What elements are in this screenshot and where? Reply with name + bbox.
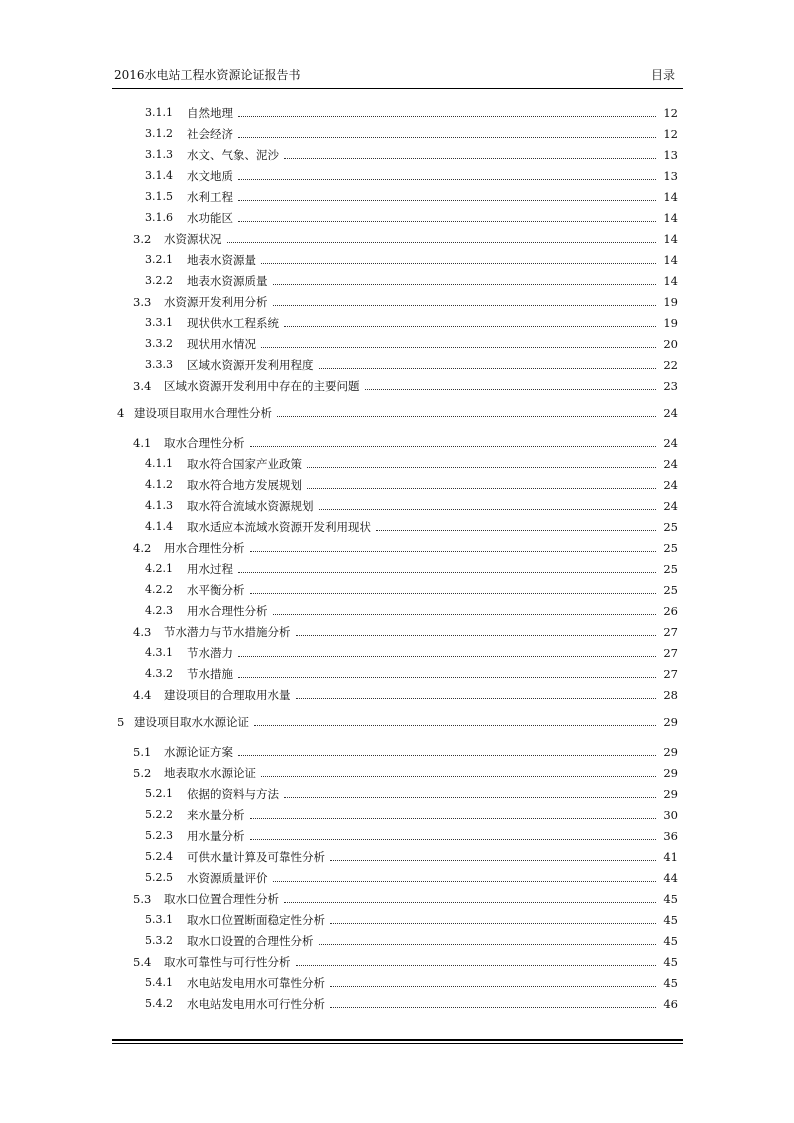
toc-leader-dots bbox=[227, 242, 656, 243]
toc-entry[interactable] bbox=[0, 561, 794, 577]
toc-leader-dots bbox=[330, 860, 656, 861]
toc-entry-page: 27 bbox=[660, 624, 678, 640]
toc-entry-title: 节水潜力 bbox=[187, 645, 236, 661]
toc-entry-number: 5.1 bbox=[133, 745, 152, 759]
toc-leader-dots bbox=[365, 389, 656, 390]
toc-entry-page: 45 bbox=[660, 954, 678, 970]
toc-leader-dots bbox=[307, 467, 656, 468]
toc-entry-page: 36 bbox=[660, 828, 678, 844]
toc-leader-dots bbox=[307, 488, 656, 489]
toc-entry-title: 取水符合国家产业政策 bbox=[187, 456, 305, 472]
toc-entry-page: 41 bbox=[660, 849, 678, 865]
toc-entry-number: 3.1.4 bbox=[145, 169, 173, 182]
toc-entry-page: 29 bbox=[660, 765, 678, 781]
toc-entry-page: 19 bbox=[660, 294, 678, 310]
toc-leader-dots bbox=[238, 656, 656, 657]
toc-entry-title: 可供水量计算及可靠性分析 bbox=[187, 849, 328, 865]
toc-entry-title: 节水措施 bbox=[187, 666, 236, 682]
toc-entry-title: 现状用水情况 bbox=[187, 336, 259, 352]
toc-entry-title: 水资源状况 bbox=[164, 231, 225, 247]
document-title: 2016水电站工程水资源论证报告书 bbox=[114, 68, 301, 82]
toc-entry-page: 46 bbox=[660, 996, 678, 1012]
toc-entry[interactable] bbox=[0, 582, 794, 598]
toc-leader-dots bbox=[330, 986, 656, 987]
toc-entry-number: 4.2 bbox=[133, 541, 152, 555]
toc-leader-dots bbox=[250, 818, 656, 819]
toc-entry[interactable] bbox=[0, 996, 794, 1012]
toc-leader-dots bbox=[250, 446, 656, 447]
toc-entry-number: 4.1.1 bbox=[145, 457, 173, 470]
toc-leader-dots bbox=[330, 923, 656, 924]
toc-entry-title: 自然地理 bbox=[187, 105, 236, 121]
toc-entry[interactable] bbox=[0, 744, 794, 760]
toc-entry-number: 3.2.2 bbox=[145, 274, 173, 287]
toc-entry[interactable] bbox=[0, 765, 794, 781]
toc-entry[interactable] bbox=[0, 807, 794, 823]
toc-entry[interactable] bbox=[0, 687, 794, 703]
toc-entry[interactable] bbox=[0, 435, 794, 451]
toc-entry[interactable] bbox=[0, 315, 794, 331]
toc-entry-title: 水电站发电用水可行性分析 bbox=[187, 996, 328, 1012]
toc-entry-page: 25 bbox=[660, 540, 678, 556]
toc-entry-page: 12 bbox=[660, 105, 678, 121]
toc-entry[interactable] bbox=[0, 954, 794, 970]
toc-leader-dots bbox=[319, 368, 656, 369]
toc-entry-title: 地表水资源质量 bbox=[187, 273, 271, 289]
toc-entry-number: 3.2 bbox=[133, 232, 152, 246]
toc-entry[interactable] bbox=[0, 933, 794, 949]
toc-leader-dots bbox=[319, 509, 656, 510]
toc-entry-page: 29 bbox=[660, 786, 678, 802]
toc-leader-dots bbox=[273, 284, 656, 285]
toc-entry-title: 建设项目的合理取用水量 bbox=[164, 687, 294, 703]
toc-entry-number: 5.4.2 bbox=[145, 997, 173, 1010]
toc-entry-page: 45 bbox=[660, 933, 678, 949]
toc-entry-number: 3.4 bbox=[133, 379, 152, 393]
toc-entry-title: 取水符合流域水资源规划 bbox=[187, 498, 317, 514]
toc-entry[interactable] bbox=[0, 891, 794, 907]
section-label: 目录 bbox=[650, 68, 675, 82]
toc-entry-number: 5.2.5 bbox=[145, 871, 173, 884]
toc-entry-number: 4.1.2 bbox=[145, 478, 173, 491]
toc-entry-number: 5.2.2 bbox=[145, 808, 173, 821]
toc-entry-page: 13 bbox=[660, 168, 678, 184]
toc-entry-title: 用水量分析 bbox=[187, 828, 248, 844]
toc-entry[interactable] bbox=[0, 603, 794, 619]
toc-entry-number: 4.2.2 bbox=[145, 583, 173, 596]
toc-entry-number: 3.3.2 bbox=[145, 337, 173, 350]
toc-entry-title: 区域水资源开发利用程度 bbox=[187, 357, 317, 373]
toc-entry[interactable] bbox=[0, 273, 794, 289]
toc-entry-page: 45 bbox=[660, 912, 678, 928]
toc-entry[interactable] bbox=[0, 645, 794, 661]
toc-leader-dots bbox=[250, 593, 656, 594]
toc-leader-dots bbox=[238, 116, 656, 117]
toc-entry-page: 12 bbox=[660, 126, 678, 142]
toc-entry-page: 24 bbox=[660, 456, 678, 472]
toc-entry[interactable] bbox=[0, 498, 794, 514]
toc-entry[interactable] bbox=[0, 294, 794, 310]
toc-entry[interactable] bbox=[0, 231, 794, 247]
toc-entry-page: 25 bbox=[660, 519, 678, 535]
toc-entry-page: 45 bbox=[660, 975, 678, 991]
toc-entry-page: 25 bbox=[660, 561, 678, 577]
toc-entry-number: 4.2.1 bbox=[145, 562, 173, 575]
toc-entry-title: 地表水资源量 bbox=[187, 252, 259, 268]
toc-entry-number: 4 bbox=[117, 406, 125, 420]
toc-entry-title: 取水可靠性与可行性分析 bbox=[164, 954, 294, 970]
toc-leader-dots bbox=[261, 776, 656, 777]
toc-entry[interactable] bbox=[0, 540, 794, 556]
toc-leader-dots bbox=[296, 965, 656, 966]
toc-entry[interactable] bbox=[0, 105, 794, 121]
toc-entry-title: 水利工程 bbox=[187, 189, 236, 205]
toc-entry-title: 依据的资料与方法 bbox=[187, 786, 282, 802]
toc-entry[interactable] bbox=[0, 870, 794, 886]
toc-entry-title: 水功能区 bbox=[187, 210, 236, 226]
toc-entry-page: 24 bbox=[660, 435, 678, 451]
toc-leader-dots bbox=[296, 698, 656, 699]
toc-entry-page: 24 bbox=[660, 498, 678, 514]
toc-entry-number: 3.1.2 bbox=[145, 127, 173, 140]
toc-entry[interactable] bbox=[0, 168, 794, 184]
toc-entry-title: 水文、气象、泥沙 bbox=[187, 147, 282, 163]
toc-entry-page: 24 bbox=[660, 477, 678, 493]
toc-entry-page: 13 bbox=[660, 147, 678, 163]
toc-entry-page: 44 bbox=[660, 870, 678, 886]
toc-entry-title: 水资源开发利用分析 bbox=[164, 294, 271, 310]
toc-entry-number: 3.3.3 bbox=[145, 358, 173, 371]
toc-entry-title: 取水口位置断面稳定性分析 bbox=[187, 912, 328, 928]
toc-entry-number: 3.1.6 bbox=[145, 211, 173, 224]
toc-entry-title: 取水合理性分析 bbox=[164, 435, 248, 451]
toc-entry-page: 29 bbox=[660, 744, 678, 760]
toc-entry[interactable] bbox=[0, 477, 794, 493]
toc-entry-page: 14 bbox=[660, 273, 678, 289]
toc-entry-title: 取水符合地方发展规划 bbox=[187, 477, 305, 493]
toc-entry-page: 27 bbox=[660, 666, 678, 682]
footer-rule-thin bbox=[112, 1043, 683, 1044]
toc-entry[interactable] bbox=[0, 519, 794, 535]
toc-entry[interactable] bbox=[0, 147, 794, 163]
toc-leader-dots bbox=[238, 572, 656, 573]
toc-entry-number: 3.1.5 bbox=[145, 190, 173, 203]
toc-entry-number: 4.4 bbox=[133, 688, 152, 702]
toc-entry-number: 3.3.1 bbox=[145, 316, 173, 329]
toc-entry-title: 水源论证方案 bbox=[164, 744, 236, 760]
toc-leader-dots bbox=[319, 944, 656, 945]
toc-entry[interactable] bbox=[0, 975, 794, 991]
toc-entry-number: 4.3.1 bbox=[145, 646, 173, 659]
toc-entry-page: 14 bbox=[660, 210, 678, 226]
toc-entry[interactable] bbox=[0, 126, 794, 142]
toc-entry-number: 5.4 bbox=[133, 955, 152, 969]
toc-entry[interactable] bbox=[0, 252, 794, 268]
toc-entry-page: 14 bbox=[660, 189, 678, 205]
toc-leader-dots bbox=[277, 416, 656, 417]
toc-entry-title: 来水量分析 bbox=[187, 807, 248, 823]
toc-entry[interactable] bbox=[0, 828, 794, 844]
toc-entry-page: 14 bbox=[660, 231, 678, 247]
toc-entry-title: 取水口设置的合理性分析 bbox=[187, 933, 317, 949]
toc-leader-dots bbox=[284, 902, 656, 903]
toc-leader-dots bbox=[273, 881, 656, 882]
toc-entry-number: 4.3.2 bbox=[145, 667, 173, 680]
toc-entry-title: 水平衡分析 bbox=[187, 582, 248, 598]
toc-entry-title: 用水过程 bbox=[187, 561, 236, 577]
toc-entry-number: 4.1 bbox=[133, 436, 152, 450]
toc-entry-title: 取水适应本流域水资源开发利用现状 bbox=[187, 519, 374, 535]
toc-leader-dots bbox=[273, 614, 656, 615]
toc-leader-dots bbox=[254, 725, 656, 726]
toc-leader-dots bbox=[284, 797, 656, 798]
toc-leader-dots bbox=[238, 137, 656, 138]
toc-entry-number: 5.2.1 bbox=[145, 787, 173, 800]
toc-entry[interactable] bbox=[0, 912, 794, 928]
toc-leader-dots bbox=[261, 347, 656, 348]
toc-entry-number: 4.3 bbox=[133, 625, 152, 639]
toc-entry-title: 水资源质量评价 bbox=[187, 870, 271, 886]
toc-entry-page: 23 bbox=[660, 378, 678, 394]
toc-entry-number: 4.1.4 bbox=[145, 520, 173, 533]
toc-entry-title: 建设项目取水水源论证 bbox=[134, 714, 252, 730]
toc-entry-number: 3.1.3 bbox=[145, 148, 173, 161]
toc-entry-page: 28 bbox=[660, 687, 678, 703]
toc-leader-dots bbox=[250, 551, 656, 552]
toc-leader-dots bbox=[250, 839, 656, 840]
toc-entry-title: 用水合理性分析 bbox=[187, 603, 271, 619]
toc-entry-number: 5.3 bbox=[133, 892, 152, 906]
toc-entry[interactable] bbox=[0, 849, 794, 865]
toc-entry-number: 5.4.1 bbox=[145, 976, 173, 989]
footer-rule bbox=[112, 1039, 683, 1041]
toc-entry[interactable] bbox=[0, 378, 794, 394]
toc-entry-page: 20 bbox=[660, 336, 678, 352]
toc-entry-title: 地表取水水源论证 bbox=[164, 765, 259, 781]
toc-entry-page: 27 bbox=[660, 645, 678, 661]
toc-entry-page: 22 bbox=[660, 357, 678, 373]
toc-entry-title: 建设项目取用水合理性分析 bbox=[134, 405, 275, 421]
toc-leader-dots bbox=[238, 221, 656, 222]
toc-entry-page: 14 bbox=[660, 252, 678, 268]
toc-leader-dots bbox=[238, 200, 656, 201]
toc-leader-dots bbox=[261, 263, 656, 264]
toc-entry-title: 节水潜力与节水措施分析 bbox=[164, 624, 294, 640]
toc-entry-number: 3.2.1 bbox=[145, 253, 173, 266]
toc-entry-page: 24 bbox=[660, 405, 678, 421]
toc-entry-number: 5.2.3 bbox=[145, 829, 173, 842]
toc-leader-dots bbox=[296, 635, 656, 636]
toc-entry-number: 5.3.2 bbox=[145, 934, 173, 947]
toc-entry-number: 5.3.1 bbox=[145, 913, 173, 926]
toc-entry-number: 5.2.4 bbox=[145, 850, 173, 863]
toc-entry-number: 4.1.3 bbox=[145, 499, 173, 512]
toc-entry-title: 取水口位置合理性分析 bbox=[164, 891, 282, 907]
toc-entry-number: 3.3 bbox=[133, 295, 152, 309]
toc-leader-dots bbox=[376, 530, 656, 531]
toc-entry[interactable] bbox=[0, 786, 794, 802]
toc-entry[interactable] bbox=[0, 210, 794, 226]
toc-entry-title: 社会经济 bbox=[187, 126, 236, 142]
toc-entry-title: 水电站发电用水可靠性分析 bbox=[187, 975, 328, 991]
toc-leader-dots bbox=[238, 677, 656, 678]
toc-entry-page: 26 bbox=[660, 603, 678, 619]
toc-entry-number: 5 bbox=[117, 715, 125, 729]
toc-entry-title: 水文地质 bbox=[187, 168, 236, 184]
toc-entry-title: 区域水资源开发利用中存在的主要问题 bbox=[164, 378, 363, 394]
toc-entry-page: 45 bbox=[660, 891, 678, 907]
toc-entry-number: 5.2 bbox=[133, 766, 152, 780]
toc-entry[interactable] bbox=[0, 624, 794, 640]
toc-entry-title: 现状供水工程系统 bbox=[187, 315, 282, 331]
toc-entry[interactable] bbox=[0, 357, 794, 373]
toc-entry-page: 25 bbox=[660, 582, 678, 598]
toc-leader-dots bbox=[284, 158, 656, 159]
toc-leader-dots bbox=[273, 305, 656, 306]
toc-leader-dots bbox=[238, 755, 656, 756]
toc-entry-number: 4.2.3 bbox=[145, 604, 173, 617]
toc-entry[interactable] bbox=[0, 666, 794, 682]
toc-entry-title: 用水合理性分析 bbox=[164, 540, 248, 556]
toc-entry-page: 19 bbox=[660, 315, 678, 331]
toc-entry[interactable] bbox=[0, 714, 794, 730]
toc-entry-page: 30 bbox=[660, 807, 678, 823]
toc-entry-number: 3.1.1 bbox=[145, 106, 173, 119]
toc-leader-dots bbox=[330, 1007, 656, 1008]
toc-entry[interactable] bbox=[0, 405, 794, 421]
toc-entry[interactable] bbox=[0, 336, 794, 352]
toc-leader-dots bbox=[238, 179, 656, 180]
toc-leader-dots bbox=[284, 326, 656, 327]
toc-entry[interactable] bbox=[0, 456, 794, 472]
toc-entry-page: 29 bbox=[660, 714, 678, 730]
toc-entry[interactable] bbox=[0, 189, 794, 205]
